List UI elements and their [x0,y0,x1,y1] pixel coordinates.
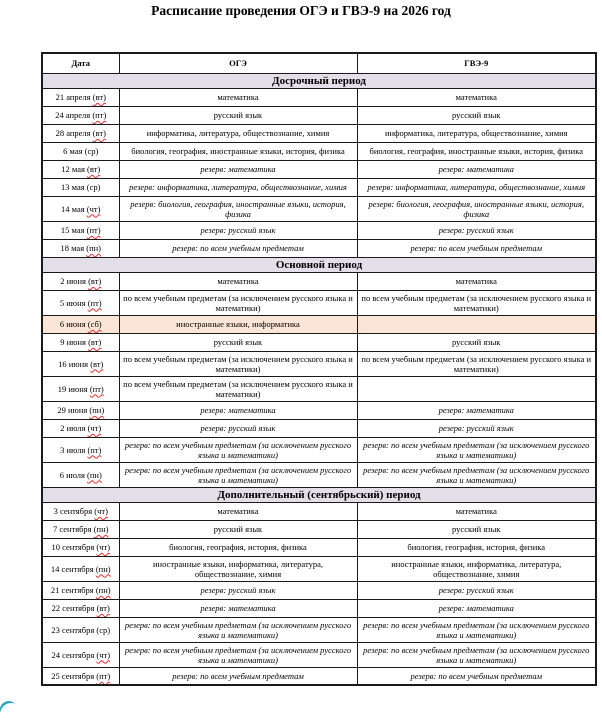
oge-subject-cell: иностранные языки, информатика, литература, обществознание, химия [119,556,357,581]
day-of-week-spellcheck: (вт) [96,603,110,613]
section-header-row [42,257,596,272]
schedule-row [42,502,596,520]
schedule-row [42,88,596,106]
date-cell: 22 сентября (вт) [42,599,119,617]
day-of-week-spellcheck: (пн) [86,243,102,253]
schedule-row [42,667,596,685]
day-of-week-spellcheck: (чт) [87,423,102,433]
day-of-week-spellcheck: (пт) [89,383,104,394]
oge-subject-cell: резерв: по всем учебным предметам [119,667,357,685]
date-cell: 9 июня (вт) [42,333,119,351]
gve-subject-cell: резерв: по всем учебным предметам [357,239,596,257]
table-body [42,73,596,685]
oge-subject-cell: резерв: по всем учебным предметам [119,239,357,257]
schedule-row [42,556,596,581]
date-cell: 16 июня (вт) [42,351,119,376]
date-cell: 14 мая (чт) [42,196,119,221]
gve-subject-cell [357,315,596,333]
oge-subject-cell: резерв: математика [119,599,357,617]
schedule-row [42,333,596,351]
gve-subject-cell: резерв: математика [357,599,596,617]
oge-subject-cell: информатика, литература, обществознание, химия [119,124,357,142]
day-of-week-spellcheck: (чт) [86,203,101,214]
date-cell: 21 сентября (пн) [42,581,119,599]
schedule-row [42,462,596,487]
schedule-row [42,617,596,642]
gve-subject-cell: резерв: по всем учебным предметам (за исключением русского языка и математики) [357,462,596,487]
oge-subject-cell: математика [119,272,357,290]
schedule-row [42,642,596,667]
oge-subject-cell: резерв: математика [119,160,357,178]
corner-arrow-decoration [0,699,17,713]
day-of-week-spellcheck: (пн) [95,585,111,595]
gve-subject-cell: резерв: биология, география, иностранные языки, история, физика [357,196,596,221]
day-of-week-spellcheck: (пн) [95,563,111,574]
gve-subject-cell: математика [357,502,596,520]
gve-subject-cell: русский язык [357,520,596,538]
schedule-table [41,52,597,686]
date-cell: 23 сентября (ср) [42,617,119,642]
schedule-row [42,106,596,124]
schedule-row [42,599,596,617]
date-cell: 2 июля (чт) [42,419,119,437]
schedule-row [42,437,596,462]
date-cell: 14 сентября (пн) [42,556,119,581]
date-cell: 24 сентября (чт) [42,642,119,667]
gve-subject-cell: резерв: по всем учебным предметам [357,667,596,685]
section-title: Основной период [42,257,596,272]
date-cell: 25 сентября (пт) [42,667,119,685]
oge-subject-cell: по всем учебным предметам (за исключением русского языка и математики) [119,376,357,401]
day-of-week-spellcheck: (чт) [96,542,111,552]
gve-subject-cell: резерв: математика [357,401,596,419]
column-header-oge: ОГЭ [119,53,357,73]
date-cell: 13 мая (ср) [42,178,119,196]
schedule-row [42,160,596,178]
gve-subject-cell: резерв: по всем учебным предметам (за исключением русского языка и математики) [357,642,596,667]
day-of-week-spellcheck: (вт) [92,128,106,138]
oge-subject-cell: резерв: биология, география, иностранные языки, история, физика [119,196,357,221]
section-header-row [42,73,596,88]
schedule-row [42,401,596,419]
schedule-row [42,315,596,333]
date-cell: 6 мая (ср) [42,142,119,160]
schedule-row [42,272,596,290]
oge-subject-cell: русский язык [119,106,357,124]
day-of-week-spellcheck: (пн) [87,469,102,480]
gve-subject-cell: русский язык [357,106,596,124]
day-of-week-spellcheck: (чт) [96,649,111,660]
oge-subject-cell: биология, география, история, физика [119,538,357,556]
gve-subject-cell: резерв: русский язык [357,221,596,239]
gve-subject-cell: биология, география, иностранные языки, история, физика [357,142,596,160]
oge-subject-cell: резерв: русский язык [119,221,357,239]
day-of-week-spellcheck: (вт) [88,276,102,286]
schedule-row [42,142,596,160]
oge-subject-cell: резерв: по всем учебным предметам (за исключением русского языка и математики) [119,462,357,487]
day-of-week-spellcheck: (пт) [86,225,101,235]
date-cell: 10 сентября (чт) [42,538,119,556]
date-cell: 3 июля (пт) [42,437,119,462]
day-of-week-spellcheck: (вт) [90,358,104,369]
oge-subject-cell: резерв: по всем учебным предметам (за исключением русского языка и математики) [119,617,357,642]
oge-subject-cell: русский язык [119,333,357,351]
oge-subject-cell: резерв: русский язык [119,581,357,599]
schedule-row [42,221,596,239]
date-cell: 19 июня (пт) [42,376,119,401]
page-title: Расписание проведения ОГЭ и ГВЭ-9 на 2026 год [151,3,451,18]
gve-subject-cell: резерв: русский язык [357,419,596,437]
date-cell: 5 июня (пт) [42,290,119,315]
date-cell: 6 июля (пн) [42,462,119,487]
table-header-row [42,53,596,73]
gve-subject-cell: резерв: математика [357,160,596,178]
date-cell: 15 мая (пт) [42,221,119,239]
oge-subject-cell: резерв: по всем учебным предметам (за исключением русского языка и математики) [119,642,357,667]
oge-subject-cell: резерв: математика [119,401,357,419]
schedule-row [42,538,596,556]
date-cell: 29 июня (пн) [42,401,119,419]
day-of-week: (ср) [86,182,101,192]
date-cell: 3 сентября (чт) [42,502,119,520]
gve-subject-cell: математика [357,88,596,106]
section-title: Дополнительный (сентябрьский) период [42,487,596,502]
date-cell: 24 апреля (пт) [42,106,119,124]
column-header-gve: ГВЭ-9 [357,53,596,73]
schedule-row [42,419,596,437]
schedule-row [42,520,596,538]
gve-subject-cell: биология, география, история, физика [357,538,596,556]
gve-subject-cell: резерв: по всем учебным предметам (за исключением русского языка и математики) [357,437,596,462]
day-of-week-spellcheck: (вт) [88,337,102,347]
day-of-week-spellcheck: (вт) [92,92,106,102]
oge-subject-cell: иностранные языки, информатика [119,315,357,333]
oge-subject-cell: биология, география, иностранные языки, история, физика [119,142,357,160]
schedule-row [42,351,596,376]
gve-subject-cell: резерв: русский язык [357,581,596,599]
gve-subject-cell: математика [357,272,596,290]
day-of-week-spellcheck: (пн) [93,524,109,534]
day-of-week: (ср) [96,624,111,635]
date-cell: 2 июня (вт) [42,272,119,290]
schedule-row [42,581,596,599]
date-cell: 12 мая (вт) [42,160,119,178]
day-of-week-spellcheck: (чт) [94,506,108,516]
schedule-row [42,290,596,315]
gve-subject-cell: по всем учебным предметам (за исключением русского языка и математики) [357,290,596,315]
gve-subject-cell: по всем учебным предметам (за исключением русского языка и математики) [357,351,596,376]
gve-subject-cell: информатика, литература, обществознание, химия [357,124,596,142]
oge-subject-cell: по всем учебным предметам (за исключением русского языка и математики) [119,351,357,376]
day-of-week-spellcheck: (пт) [96,670,111,681]
gve-subject-cell [357,376,596,401]
section-title: Досрочный период [42,73,596,88]
day-of-week-spellcheck: (пн) [89,405,105,415]
day-of-week-spellcheck: (пт) [87,297,102,308]
oge-subject-cell: резерв: русский язык [119,419,357,437]
schedule-row [42,196,596,221]
schedule-row [42,124,596,142]
date-cell: 6 июня (сб) [42,315,119,333]
column-header-date: Дата [42,53,119,73]
oge-subject-cell: русский язык [119,520,357,538]
schedule-row [42,376,596,401]
section-header-row [42,487,596,502]
date-cell: 18 мая (пн) [42,239,119,257]
gve-subject-cell: резерв: по всем учебным предметам (за исключением русского языка и математики) [357,617,596,642]
day-of-week-spellcheck: (сб) [87,319,102,329]
gve-subject-cell: иностранные языки, информатика, литература, обществознание, химия [357,556,596,581]
day-of-week: (ср) [84,146,99,156]
schedule-row [42,178,596,196]
oge-subject-cell: по всем учебным предметам (за исключением русского языка и математики) [119,290,357,315]
date-cell: 7 сентября (пн) [42,520,119,538]
date-cell: 21 апреля (вт) [42,88,119,106]
day-of-week-spellcheck: (пт) [87,444,102,455]
oge-subject-cell: математика [119,88,357,106]
oge-subject-cell: математика [119,502,357,520]
date-cell: 28 апреля (вт) [42,124,119,142]
schedule-row [42,239,596,257]
oge-subject-cell: резерв: информатика, литература, обществознание, химия [119,178,357,196]
oge-subject-cell: резерв: по всем учебным предметам (за исключением русского языка и математики) [119,437,357,462]
gve-subject-cell: резерв: информатика, литература, обществознание, химия [357,178,596,196]
day-of-week-spellcheck: (пт) [92,110,107,120]
gve-subject-cell: русский язык [357,333,596,351]
day-of-week-spellcheck: (вт) [87,164,101,174]
